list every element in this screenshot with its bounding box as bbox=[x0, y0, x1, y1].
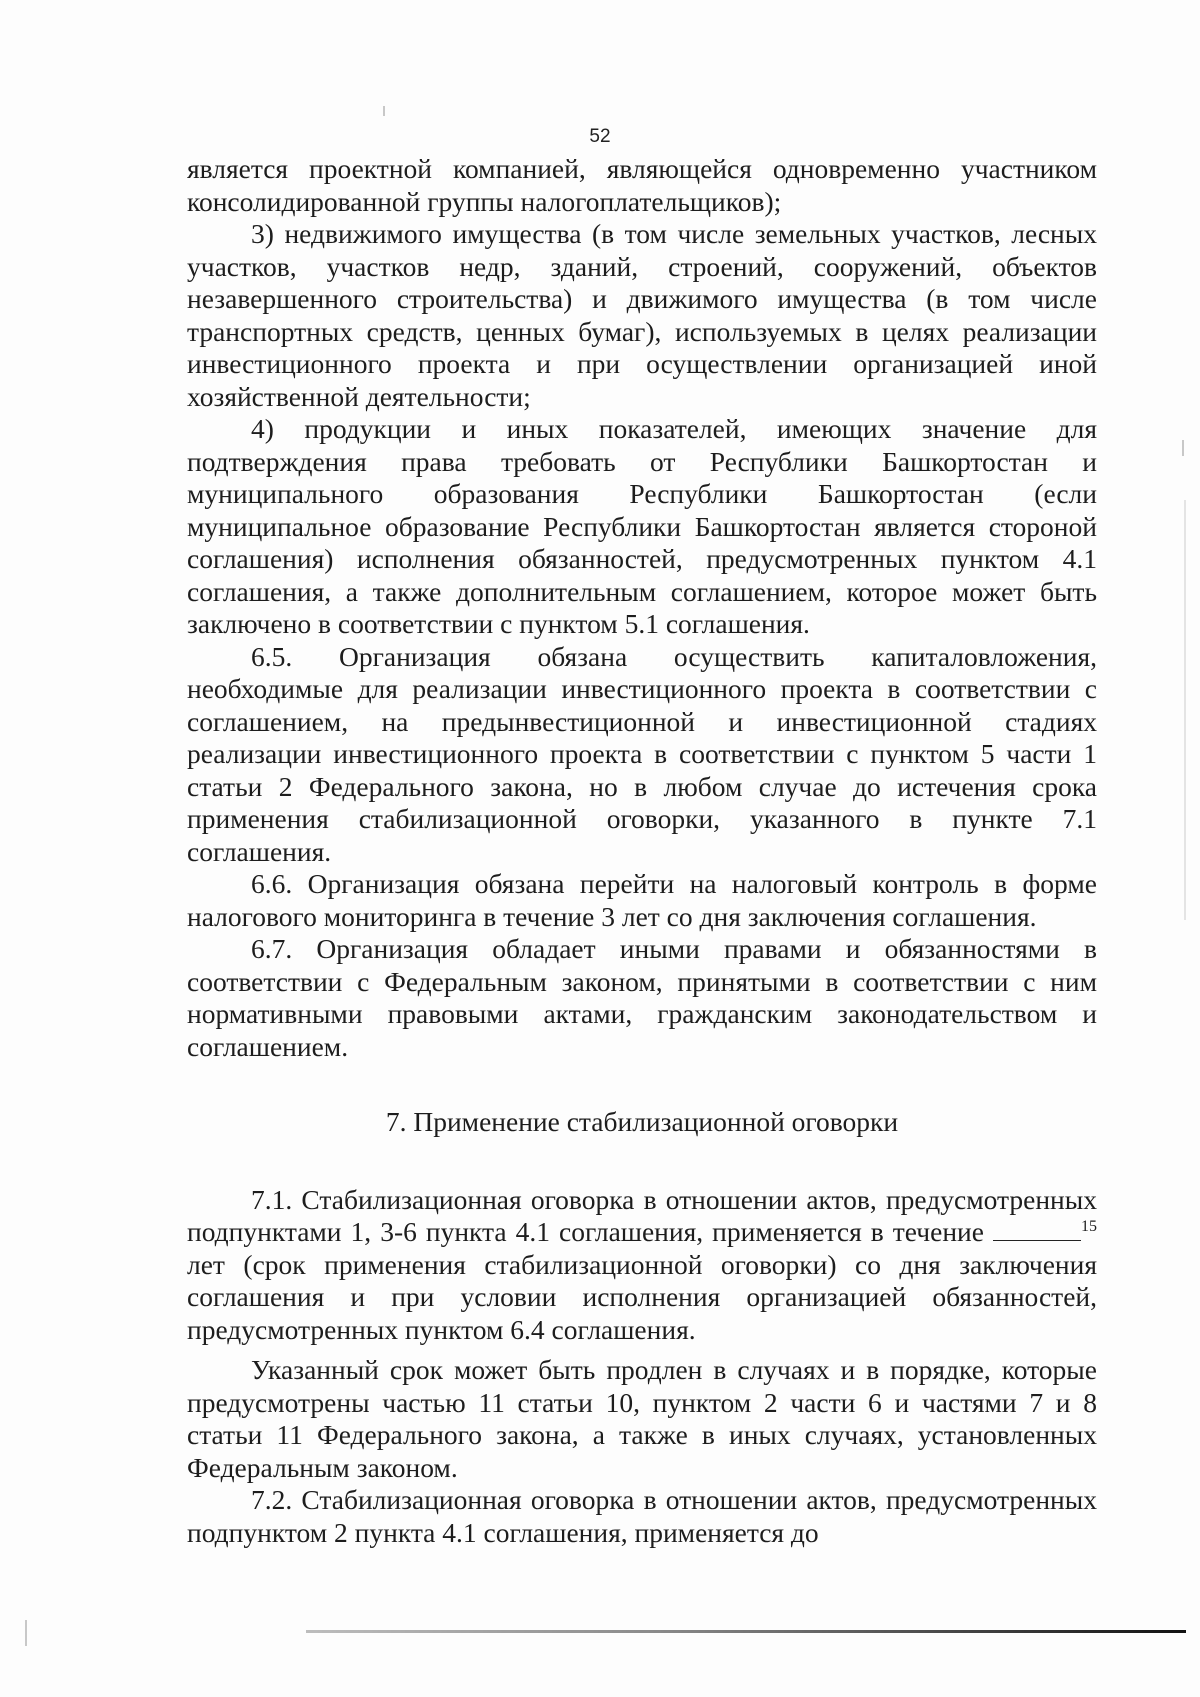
clause-7-1-end: лет (срок применения стабилизационной оговорки) со дня заключения соглашения и при условии исполнения организацией обязанностей, предусмотренных пунктом 6.4 соглашения. bbox=[187, 1248, 1097, 1345]
footnote-mark: 15 bbox=[1081, 1217, 1098, 1235]
paragraph-7-1 bbox=[187, 1184, 1097, 1347]
paragraph-6-5: 6.5. Организация обязана осуществить капиталовложения, необходимые для реализации инвестиционного проекта в соответствии с соглашением, на предынвестиционной и инвестиционной стадиях реализации инвестиционного проекта в соответствии с пунктом 5 части 1 статьи 2 Федерального закона, но в любом случае до истечения срока применения стабилизационной оговорки, указанного в пункте 7.1 соглашения. bbox=[187, 640, 1097, 867]
paragraph-7-1-extension: Указанный срок может быть продлен в случаях и в порядке, которые предусмотрены частью 11 статьи 10, пунктом 2 части 6 и частями 7 и 8 статьи 11 Федерального закона, а также в иных случаях, установленных Федеральным законом. bbox=[187, 1354, 1097, 1483]
scan-speck bbox=[25, 1620, 27, 1646]
paragraph-continuation: является проектной компанией, являющейся одновременно участником консолидированной группы налогоплательщиков); bbox=[187, 153, 1097, 217]
paragraph-6-6: 6.6. Организация обязана перейти на налоговый контроль в форме налогового мониторинга в течение 3 лет со дня заключения соглашения. bbox=[187, 868, 1097, 932]
clause-7-1-start: 7.1. Стабилизационная оговорка в отношении актов, предусмотренных подпунктами 1, 3-6 пункта 4.1 соглашения, применяется в течение bbox=[187, 1183, 1097, 1247]
term-blank-field bbox=[993, 1218, 1081, 1241]
paragraph-7-2: 7.2. Стабилизационная оговорка в отношении актов, предусмотренных подпунктом 2 пункта 4.1 соглашения, применяется до bbox=[187, 1484, 1097, 1548]
document-body bbox=[187, 153, 1097, 1549]
paragraph-item-4: 4) продукции и иных показателей, имеющих значение для подтверждения права требовать от Республики Башкортостан и муниципального образования Республики Башкортостан (если муниципальное образование Республики Башкортостан является стороной соглашения) исполнения обязанностей, предусмотренных пунктом 4.1 соглашения, а также дополнительным соглашением, которое может быть заключено в соответствии с пунктом 5.1 соглашения. bbox=[187, 413, 1097, 639]
section-heading: 7. Применение стабилизационной оговорки bbox=[385, 1106, 899, 1137]
scan-edge-shadow bbox=[1184, 500, 1186, 920]
scan-speck bbox=[383, 106, 385, 116]
page-number: 52 bbox=[589, 126, 611, 147]
scan-speck bbox=[1182, 440, 1184, 456]
scan-edge-line bbox=[306, 1630, 1186, 1633]
paragraph-item-3: 3) недвижимого имущества (в том числе земельных участков, лесных участков, участков недр, зданий, строений, сооружений, объектов незавершенного строительства) и движимого имущества (в том числе транспортных средств, ценных бумаг), используемых в целях реализации инвестиционного проекта и при осуществлении организацией иной хозяйственной деятельности; bbox=[187, 218, 1097, 412]
paragraph-6-7: 6.7. Организация обладает иными правами и обязанностями в соответствии с Федеральным законом, принятыми в соответствии с ним нормативными правовыми актами, гражданским законодательством и соглашением. bbox=[187, 933, 1097, 1062]
